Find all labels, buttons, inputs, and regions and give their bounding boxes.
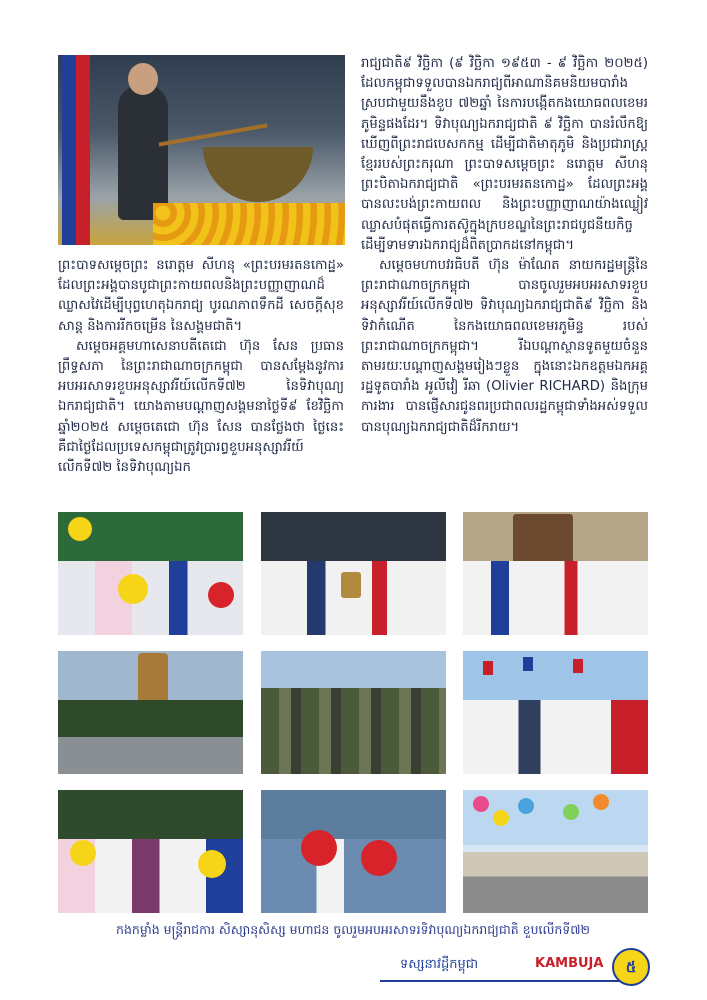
photo-crowd-at-independence-monument [463,512,648,635]
page-number: ៥ [612,948,650,986]
photo-students-with-flowers [58,512,243,635]
flag-blue-stripe [62,55,76,245]
page-footer [380,952,648,978]
right-paragraph-2: សម្ដេចមហាបវរធិបតី ហ៊ុន ម៉ាណែត នាយករដ្ឋមន្ត្រីនៃព្រះរាជាណាចក្រកម្ពុជា បានចូលរួមអបអរសាទរខួបអនុស្សាវរីយ៍លើកទី៧២ ទិវាបុណ្យឯករាជ្យជាតិ៩ វិច្ឆិកា និងទិវាកំណើត នៃកងយោធពលខេមរភូមិន្ទ របស់ព្រះរាជាណាចក្រកម្ពុជា។ រីឯបណ្ដាស្ថានទូតមួយចំនួនតាមរយៈបណ្ដាញសង្គមរៀងៗខ្លួន ក្នុងនោះឯកឧត្ដមឯកអគ្គរដ្ឋទូតបារាំង អូលីវៀ រីឆា (Olivier RICHARD) និងក្រុមការងារ បានផ្ញើសារជូនពរប្រជាពលរដ្ឋកម្ពុជាទាំងអស់ទទួលបានបុណ្យឯករាជ្យជាតិដ៏រីករាយ។ [361,258,648,435]
photo-officials-with-flags [463,651,648,774]
photo-officials-holding-portraits [261,512,446,635]
photo-caption: កងកម្លាំង មន្ត្រីរាជការ សិស្សានុសិស្ស មហាជន ចូលរួមអបអរសាទរទិវាបុណ្យឯករាជ្យជាតិ ខួបលើកទី៧២ [116,922,590,937]
photo-scouts-with-carnations [261,790,446,913]
photo-women-with-portraits [58,790,243,913]
hero-photo-king-ceremony [58,55,345,245]
ceremonial-bowl [203,147,313,202]
left-paragraph-1: ព្រះបាទសម្ដេចព្រះ នរោត្តម សីហនុ «ព្រះបរមរតនកោដ្ឋ» ដែលព្រះអង្គបានបូជាព្រះកាយពលនិងព្រះបញ្ញាញាណដ៏ឈ្លាសវៃដើម្បីបុព្វហេតុឯករាជ្យ បូរណភាពទឹកដី សេចក្ដីសុខសាន្ដ និងការរីកចម្រើន នៃសង្គមជាតិ។ [58,258,344,334]
article-left-column [58,256,344,478]
marigold-flowers [153,203,345,245]
right-paragraph-1: រាជ្យជាតិ៩ វិច្ឆិកា (៩ វិច្ឆិកា ១៩៥៣ - ៩ វិច្ឆិកា ២០២៥) ដែលកម្ពុជាទទួលបានឯករាជ្យពីអាណានិគមនិយមបារាំង ស្របជាមួយនឹងខួប ៧២ឆ្នាំ នៃការបង្កើតកងយោធពលខេមរភូមិន្ទផងដែរ។ ទិវាបុណ្យឯករាជ្យជាតិ ៩ វិច្ឆិកា បានរំលឹកឱ្យឃើញពីព្រះរាជបេសកកម្ម ដើម្បីជាតិមាតុភូមិ និងប្រជារាស្ត្រខ្មែររបស់ព្រះករុណា ព្រះបាទសម្ដេចព្រះ នរោត្តម សីហនុ ព្រះបិតាឯករាជ្យជាតិ «ព្រះបរមរតនកោដ្ឋ» ដែលព្រះអង្គបានលះបង់ព្រះកាយពល និងព្រះបញ្ញាញាណយ៉ាងឈ្លៀវឈ្លាសបំផុតធ្វើការតស៊ូក្នុងក្របខណ្ឌនៃព្រះរាជបូជនីយកិច្ច ដើម្បីទាមទារឯករាជ្យដ៏ពិតប្រាកដនៅកម្ពុជា។ [361,56,648,253]
hero-figure-head [128,63,158,95]
left-paragraph-2: សម្ដេចអគ្គមហាសេនាបតីតេជោ ហ៊ុន សែន ប្រធានព្រឹទ្ធសភា នៃព្រះរាជាណាចក្រកម្ពុជា បានសម្ដែងនូវការអបអរសាទរខួបអនុស្សាវរីយ៍លើកទី៧២ នៃទិវាបុណ្យឯករាជ្យជាតិ។ យោងតាមបណ្ដាញសង្គមនាថ្ងៃទី៩ ខែវិច្ឆិកា ឆ្នាំ២០២៥ សម្ដេចតេជោ ហ៊ុន សែន បានថ្លែងថា ថ្ងៃនេះ គឺជាថ្ងៃដែលប្រទេសកម្ពុជាត្រូវប្រារព្ធខួបអនុស្សាវរីយ៍លើកទី៧២ នៃទិវាបុណ្យឯក [58,338,344,476]
torch-staff [158,123,267,146]
magazine-title: ទស្សនាវដ្ដីកម្ពុជា [400,957,479,972]
photo-balloons-celebration [463,790,648,913]
article-right-column [361,54,648,438]
photo-soldiers-marching [261,651,446,774]
brand-kambuja: KAMBUJA [535,956,604,971]
hero-figure [118,85,168,220]
photo-monument-parade [58,651,243,774]
footer-rule [380,980,620,982]
flag-red-stripe [76,55,90,245]
